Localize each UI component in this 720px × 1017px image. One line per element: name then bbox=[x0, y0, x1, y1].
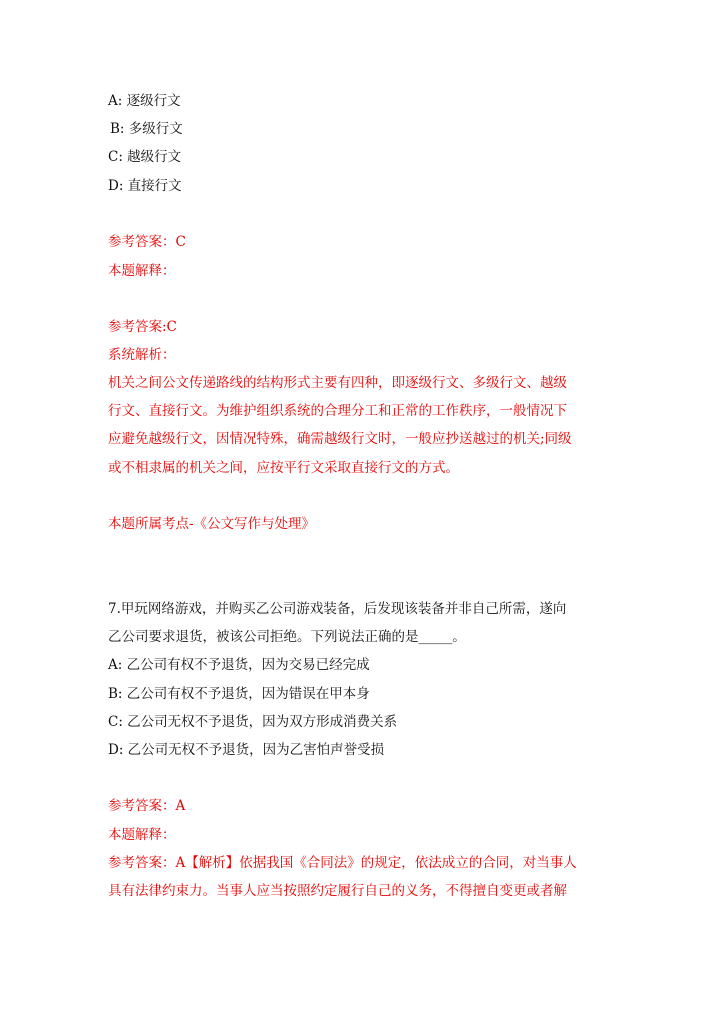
q6-analysis-line-4: 或不相隶属的机关之间，应按平行文采取直接行文的方式。 bbox=[108, 460, 459, 476]
q7-explain-label: 本题解释： bbox=[108, 827, 176, 843]
q6-explain-label: 本题解释： bbox=[108, 263, 176, 279]
q6-analysis-line-3: 应避免越级行文，因情况特殊，确需越级行文时，一般应抄送越过的机关;同级 bbox=[108, 431, 572, 447]
q7-option-a: A: 乙公司有权不予退货，因为交易已经完成 bbox=[108, 657, 370, 673]
q6-option-d: D: 直接行文 bbox=[108, 178, 182, 194]
q7-stem-line-1: 7.甲玩网络游戏，并购买乙公司游戏装备，后发现该装备并非自己所需，遂向 bbox=[108, 601, 567, 617]
q7-answer: 参考答案：A bbox=[108, 798, 186, 814]
q6-option-c: C: 越级行文 bbox=[108, 149, 182, 165]
q7-analysis-line-2: 具有法律约束力。当事人应当按照约定履行自己的义务，不得擅自变更或者解 bbox=[108, 883, 567, 899]
q6-option-b: B: 多级行文 bbox=[110, 121, 183, 137]
q6-analysis-line-1: 机关之间公文传递路线的结构形式主要有四种，即逐级行文、多级行文、越级 bbox=[108, 375, 567, 391]
q7-option-c: C: 乙公司无权不予退货，因为双方形成消费关系 bbox=[108, 714, 398, 730]
q7-option-b: B: 乙公司有权不予退货，因为错误在甲本身 bbox=[108, 686, 370, 702]
q7-option-d: D: 乙公司无权不予退货，因为乙害怕声誉受损 bbox=[108, 742, 385, 758]
q6-sys-label: 系统解析： bbox=[108, 347, 176, 363]
q7-analysis-line-1: 参考答案：A【解析】依据我国《合同法》的规定，依法成立的合同，对当事人 bbox=[108, 855, 577, 871]
q6-topic: 本题所属考点-《公文写作与处理》 bbox=[108, 516, 316, 532]
q6-ref-answer: 参考答案:C bbox=[108, 319, 177, 335]
q6-answer: 参考答案：C bbox=[108, 234, 186, 250]
q6-option-a: A: 逐级行文 bbox=[108, 93, 181, 109]
q6-analysis-line-2: 行文、直接行文。为维护组织系统的合理分工和正常的工作秩序，一般情况下 bbox=[108, 403, 567, 419]
q7-stem-line-2: 乙公司要求退货，被该公司拒绝。下列说法正确的是_____。 bbox=[108, 629, 466, 645]
